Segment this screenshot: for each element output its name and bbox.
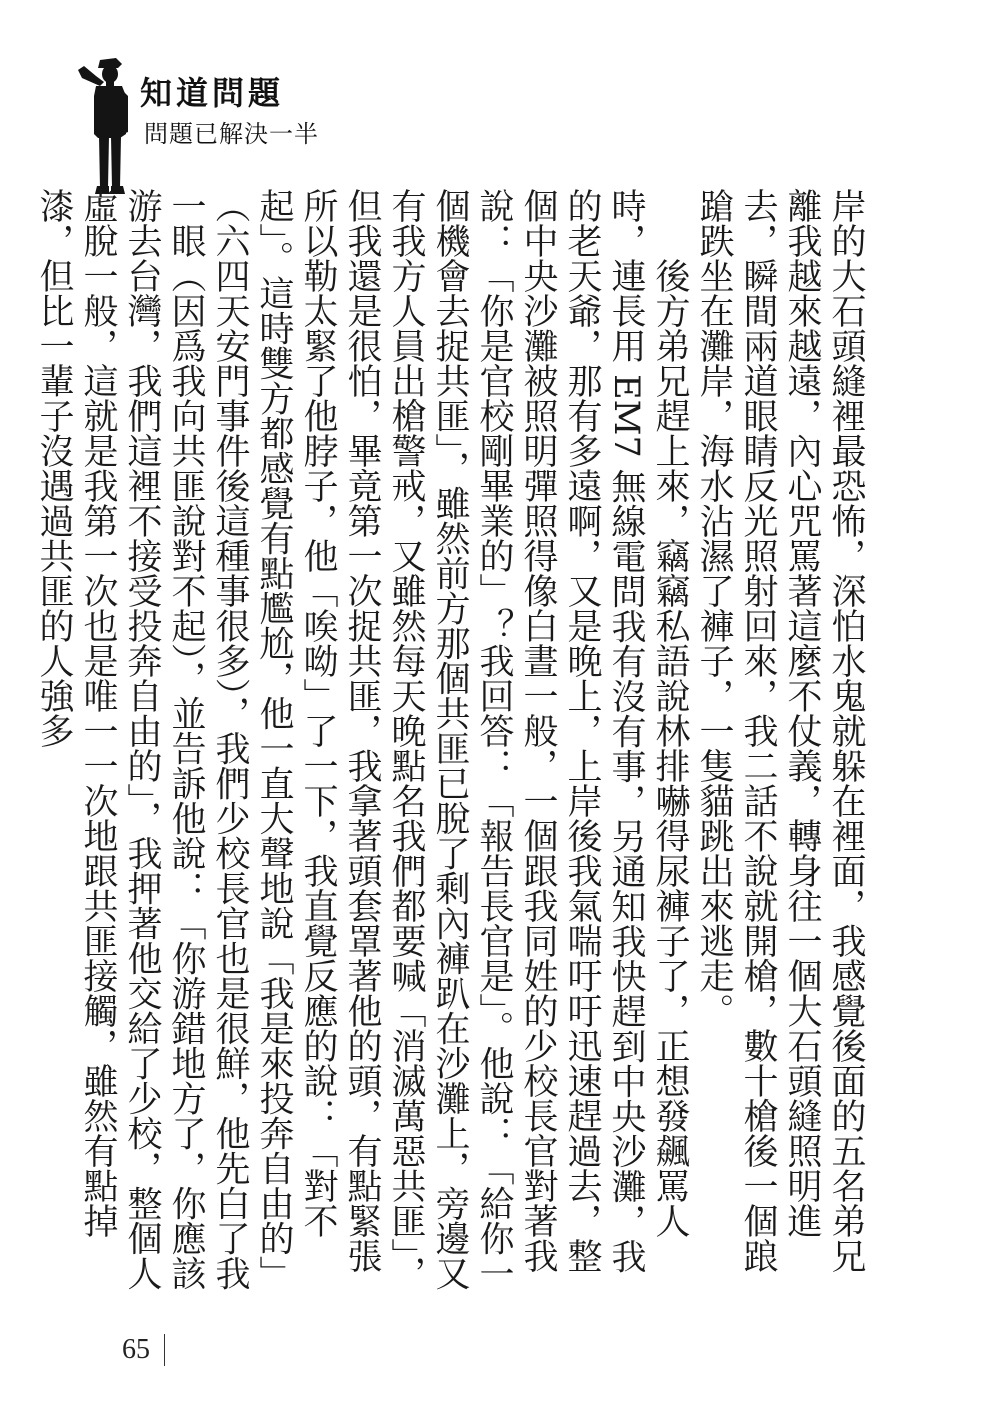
chapter-header	[72, 56, 392, 196]
folio-divider	[164, 1334, 165, 1366]
chapter-title: 知道問題	[140, 74, 285, 112]
saluting-soldier-icon	[72, 56, 140, 196]
chapter-subtitle: 問題已解決一半	[144, 120, 319, 148]
paragraph: 岸的大石頭縫裡最恐怖，深怕水鬼就躲在裡面，我感覺後面的五名弟兄離我越來越遠，內心咒罵著這麼不仗義，轉身往一個大石頭縫照明進去，瞬間兩道眼睛反光照射回來，我二話不說就開槍，數十槍後一個踉蹌跌坐在灘岸，海水沾濕了褲子，一隻貓跳出來逃走。	[694, 188, 866, 1273]
paragraph: 後方弟兄趕上來，竊竊私語說林排嚇得尿褲子了，正想發飆罵人時，連長用 EM7 無線電問我有沒有事，另通知我快趕到中央沙灘，我的老天爺，那有多遠啊，又是晚上，上岸後我氣喘吁吁迅速趕過去，整個中央沙灘被照明彈照得像白晝一般，一個跟我同姓的少校長官對著我說：「你是官校剛畢業的」？我回答：「報告長官是」。他說：「給你一個機會去捉共匪」，雖然前方那個共匪已脫了剩內褲趴在沙灘上，旁邊又有我方人員出槍警戒，又雖然每天晚點名我們都要喊「消滅萬惡共匪」，但我還是很怕，畢竟第一次捉共匪，我拿著頭套罩著他的頭，有點緊張所以勒太緊了他脖子，他「唉呦」了一下，我直覺反應的說：「對不起」。這時雙方都感覺有點尷尬，他一直大聲地說「我是來投奔自由的」（六四天安門事件後這種事很多），我們少校長官也是很鮮，他先白了我一眼（因爲我向共匪說對不起），並告訴他說：「你游錯地方了，你應該游去台灣，我們這裡不接受投奔自由的」，我押著他交給了少校，整個人虛脫一般，這就是我第一次也是唯一一次地跟共匪接觸，雖然有點掉漆，但比一輩子沒遇過共匪的人強多	[34, 188, 690, 1291]
body-text	[34, 188, 868, 1298]
page-footer	[122, 1332, 165, 1368]
page-number: 65	[122, 1334, 150, 1365]
